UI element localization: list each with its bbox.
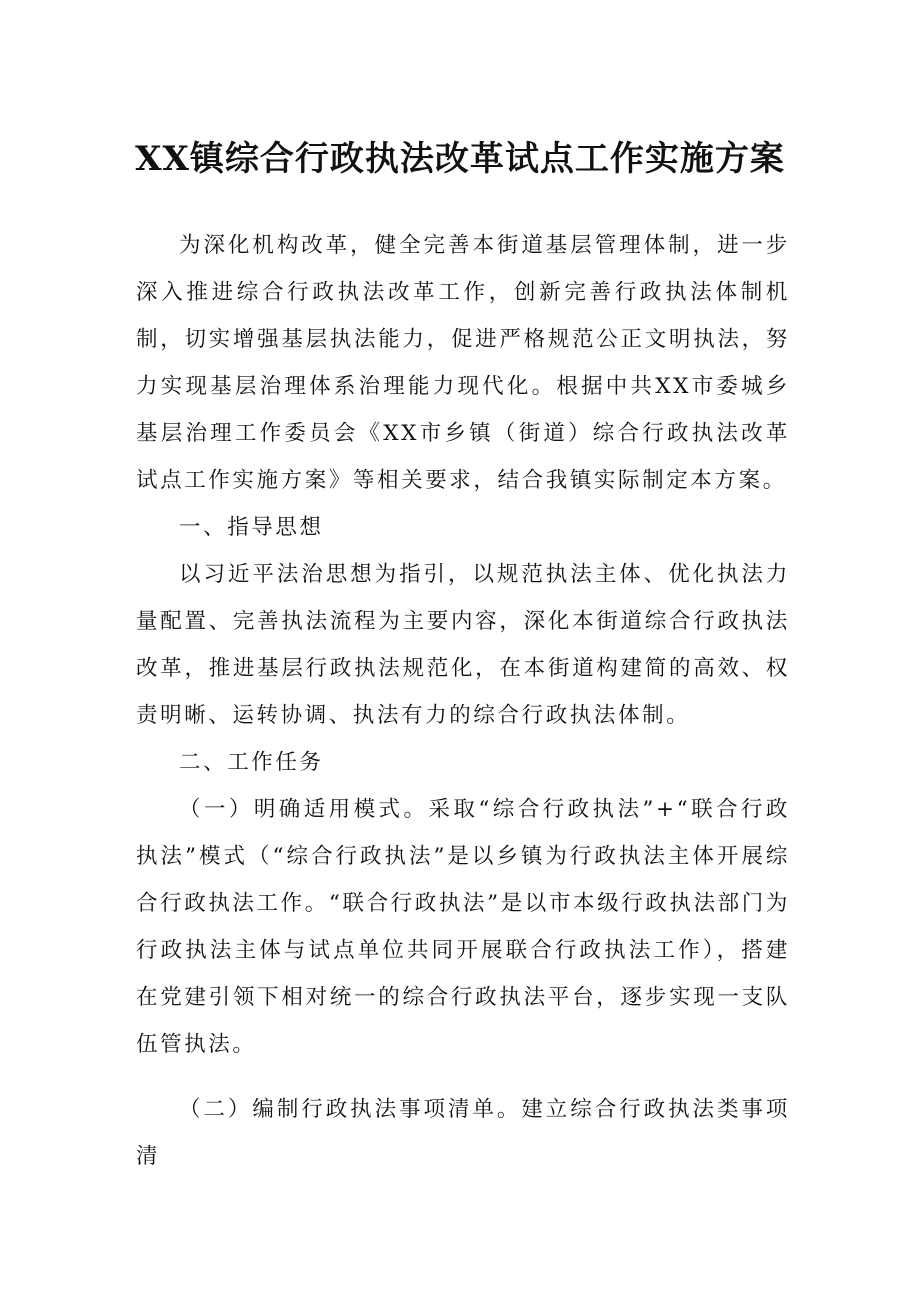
paragraph-intro: 为深化机构改革，健全完善本街道基层管理体制，进一步深入推进综合行政执法改革工作，创新完善行政执法体制机制，切实增强基层执法能力，促进严格规范公正文明执法，努力实现基层治理体系治理能力现代化。根据中共XX市委城乡基层治理工作委员会《XX市乡镇（街道）综合行政执法改革试点工作实施方案》等相关要求，结合我镇实际制定本方案。 <box>136 233 790 493</box>
document-title: XX镇综合行政执法改革试点工作实施方案 <box>135 139 785 179</box>
heading-guiding-ideology: 一、指导思想 <box>179 515 324 540</box>
paragraph-gap <box>136 1068 790 1086</box>
paragraph-task-one: （一）明确适用模式。采取“综合行政执法”+“联合行政执法”模式（“综合行政执法”是以乡镇为行政执法主体开展综合行政执法工作。“联合行政执法”是以市本级行政执法部门为行政执法主体与试点单位共同开展联合行政执法工作），搭建在党建引领下相对统一的综合行政执法平台，逐步实现一支队伍管执法。 <box>136 797 790 1057</box>
heading-work-tasks: 二、工作任务 <box>179 750 324 775</box>
document-body <box>136 222 790 1180</box>
paragraph-task-two: （二）编制行政执法事项清单。建立综合行政执法类事项清 <box>136 1097 790 1169</box>
paragraph-guiding-ideology: 以习近平法治思想为指引，以规范执法主体、优化执法力量配置、完善执法流程为主要内容，深化本街道综合行政执法改革，推进基层行政执法规范化，在本街道构建简的高效、权责明晰、运转协调、执法有力的综合行政执法体制。 <box>136 562 790 728</box>
